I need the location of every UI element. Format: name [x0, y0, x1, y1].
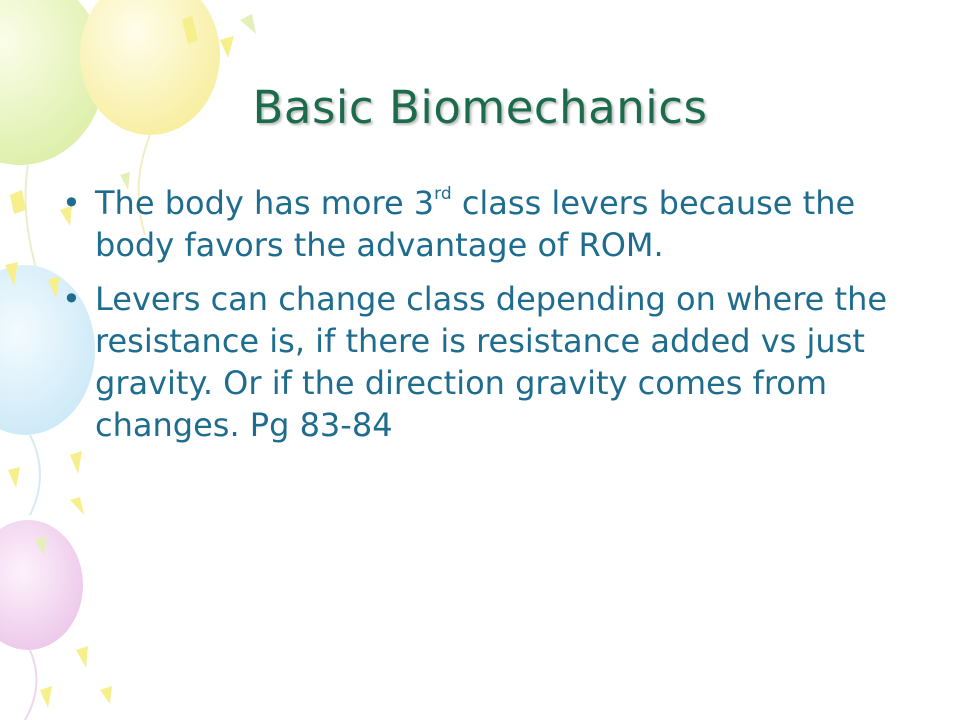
slide-title: Basic Biomechanics	[252, 81, 708, 134]
bullet-text-continued: class levers because the body favors the advantage of ROM.	[95, 184, 856, 264]
bullet-text: The body has more 3	[95, 184, 435, 222]
bullet-item	[62, 182, 912, 266]
bullet-list	[62, 182, 912, 458]
bullet-item	[62, 278, 912, 446]
bullet-dot: •	[62, 184, 81, 222]
ordinal-superscript: rd	[434, 184, 452, 205]
bullet-dot: •	[62, 280, 81, 318]
bullet-text: Levers can change class depending on where the resistance is, if there is resistance added vs just gravity. Or if the direction gravity comes from changes. Pg 83-84	[95, 280, 888, 444]
